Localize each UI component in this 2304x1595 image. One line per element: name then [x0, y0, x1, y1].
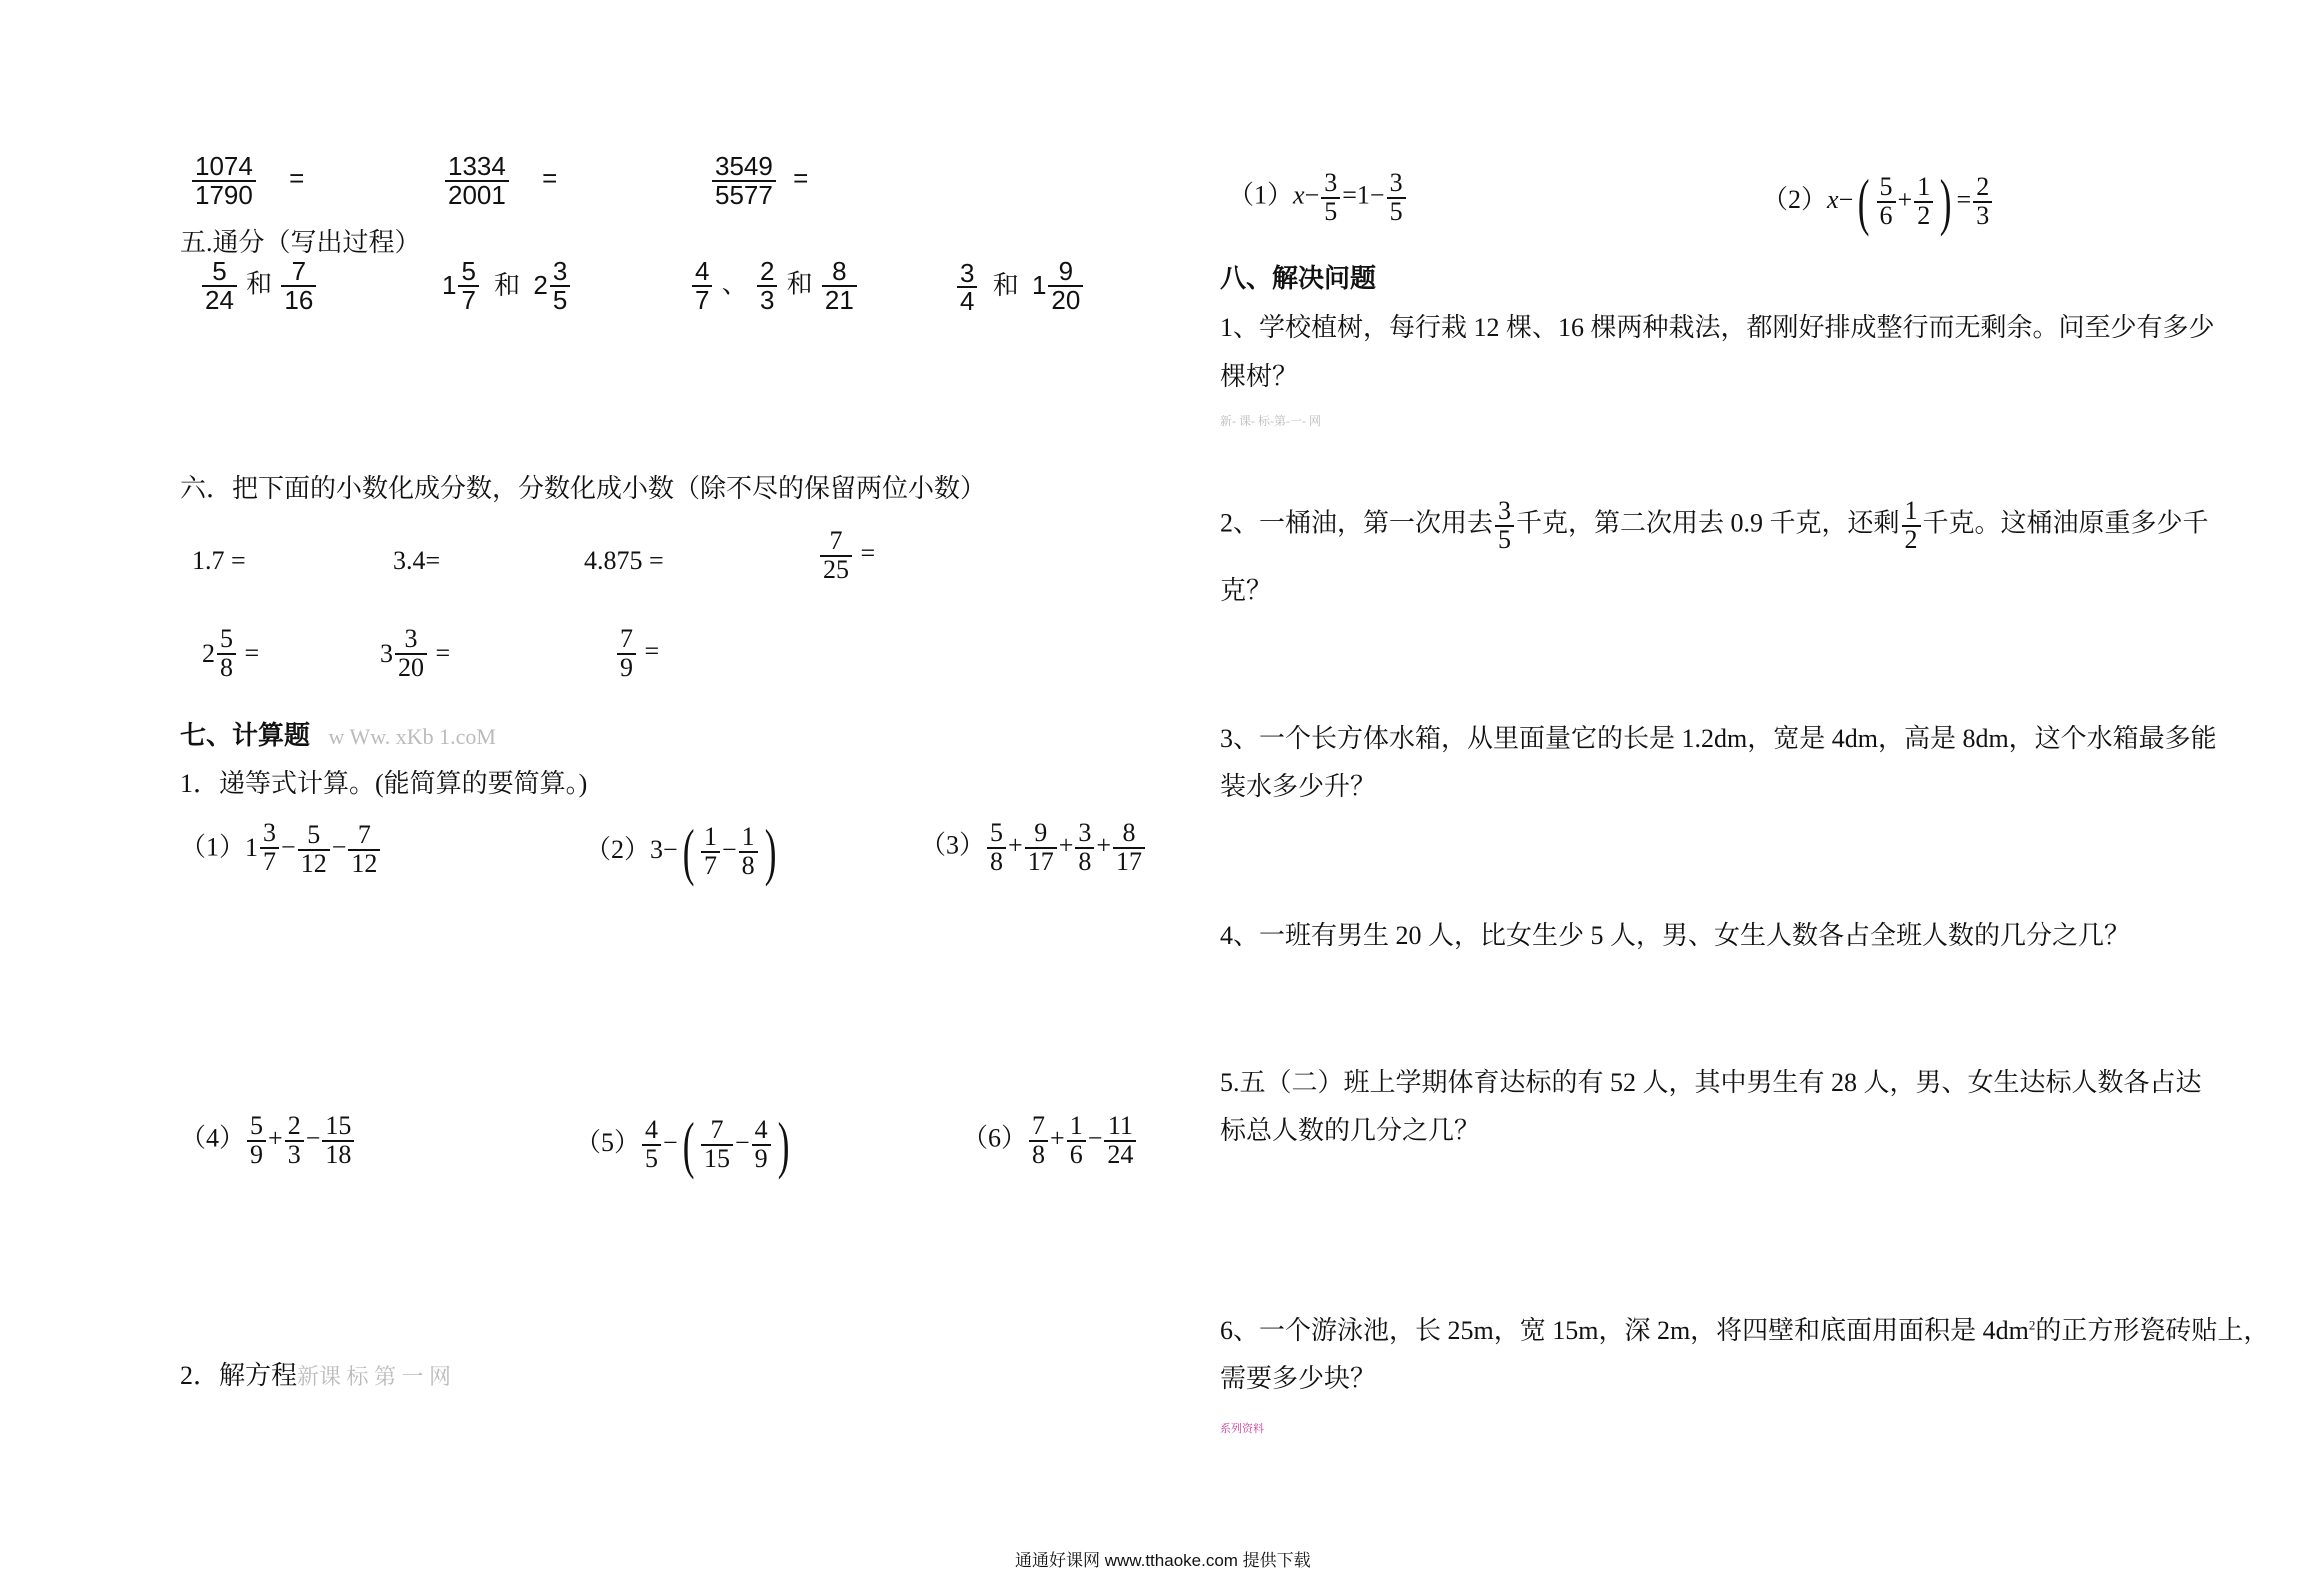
simplify-item-2: $\frac{1334}{2001}$ = [443, 153, 557, 208]
decimal-item-2: 3.4= [393, 546, 441, 575]
question-1-line-2: 棵树？ [1220, 362, 1299, 391]
section-6-title: 六．把下面的小数化成分数，分数化成小数（除不尽的保留两位小数） [180, 474, 987, 503]
calc-item-1: （1） 1 $\frac{3}{7}$ − $\frac{5}{12}$ − $\frac{7}{12}$ [180, 820, 382, 877]
section-7-title: 七、计算题 [180, 721, 311, 750]
fraction-to-decimal-1: 2 $\frac{5}{8}$ = [202, 624, 260, 682]
decimal-item-4: $\frac{7}{25}$ = [818, 528, 875, 583]
fraction: $\frac{1334}{2001}$ [445, 153, 509, 208]
common-denominator-item-1: $\frac{5}{24}$ 和 $\frac{7}{16}$ [200, 258, 318, 313]
question-6-line-2: 需要多少块？ [1220, 1364, 1377, 1393]
fraction: $\frac{3549}{5577}$ [712, 153, 776, 208]
question-1-line-1: 1、学校植树，每行栽 12 棵、16 棵两种栽法，都刚好排成整行而无剩余。问至少有多少 [1220, 313, 2215, 342]
common-denominator-item-3: $\frac{4}{7}$ 、 $\frac{2}{3}$ 和 $\frac{8}{21}$ [690, 258, 859, 313]
question-3-line-1: 3、一个长方体水箱，从里面量它的长是 1.2dm，宽是 4dm，高是 8dm，这个水箱最多能 [1220, 724, 2217, 753]
question-2-line-2: 克？ [1220, 576, 1273, 605]
question-5-line-2: 标总人数的几分之几？ [1220, 1116, 1481, 1145]
fraction-to-decimal-2: 3 $\frac{3}{20}$ = [380, 624, 451, 682]
fraction-to-decimal-3: $\frac{7}{9}$ = [615, 626, 659, 681]
question-2-line-1: 2、一桶油，第一次用去 $\frac{3}{5}$ 千克，第二次用去 0.9 千克，还剩 $\frac{1}{2}$ 千克。这桶油原重多少千 [1220, 496, 2209, 554]
question-5-line-1: 5.五（二）班上学期体育达标的有 52 人，其中男生有 28 人，男、女生达标人数各占达 [1220, 1068, 2202, 1097]
calc-item-2: （2）3−( $\frac{1}{7}$ − $\frac{1}{8}$ ) [585, 816, 777, 887]
fraction: $\frac{1074}{1790}$ [192, 153, 256, 208]
decimal-item-1: 1.7 = [192, 546, 246, 575]
calc-item-4: （4） $\frac{5}{9}$ + $\frac{2}{3}$ − $\frac{15}{18}$ [180, 1113, 356, 1168]
simplify-item-3: $\frac{3549}{5577}$ = [710, 153, 808, 208]
calc-item-3: （3） $\frac{5}{8}$ + $\frac{9}{17}$ + $\frac{3}{8}$ + $\frac{8}{17}$ [920, 820, 1147, 875]
question-3-line-2: 装水多少升？ [1220, 772, 1377, 801]
question-6-line-1: 6、一个游泳池，长 25m，宽 15m，深 2m，将四壁和底面用面积是 $4dm^2$的正方形瓷砖贴上， [1220, 1316, 2270, 1345]
section-7-heading [180, 715, 496, 752]
equation-2: （2）x−( $\frac{5}{6}$ + $\frac{1}{2}$ ) = $\frac{2}{3}$ [1762, 170, 1994, 234]
question-4: 4、一班有男生 20 人，比女生少 5 人，男、女生人数各占全班人数的几分之几？ [1220, 921, 2131, 950]
common-denominator-item-2: 1 $\frac{5}{7}$ 和 2 $\frac{3}{5}$ [442, 258, 572, 313]
equation-1: （1）x− $\frac{3}{5}$ =1− $\frac{3}{5}$ [1228, 170, 1408, 225]
section-5-title: 五.通分（写出过程） [180, 228, 421, 257]
calc-item-6: （6） $\frac{7}{8}$ + $\frac{1}{6}$ − $\frac{11}{24}$ [962, 1113, 1138, 1168]
decimal-item-3: 4.875 = [584, 546, 664, 575]
watermark: 新课 标 第 一 网 [297, 1364, 452, 1389]
watermark: w Ww. xKb 1.coM [328, 724, 496, 749]
section-8-title: 八、解决问题 [1220, 264, 1377, 293]
section-7-subtitle-2: 2．解方程新课 标 第 一 网 [180, 1361, 452, 1390]
calc-item-5: （5） $\frac{4}{5}$ −( $\frac{7}{15}$ − $\frac{4}{9}$ ) [575, 1109, 790, 1180]
common-denominator-item-4: $\frac{3}{4}$ 和 1 $\frac{9}{20}$ [955, 258, 1085, 315]
page-footer: 通通好课网 www.tthaoke.com 提供下载 [1015, 1551, 1311, 1570]
watermark: 系列资料 [1220, 1423, 1264, 1435]
simplify-item-1: $\frac{1074}{1790}$ = [190, 153, 304, 208]
section-7-subtitle-1: 1．递等式计算。(能简算的要简算。) [180, 769, 588, 798]
watermark: 新- 课- 标-第-一- 网 [1220, 414, 1321, 428]
